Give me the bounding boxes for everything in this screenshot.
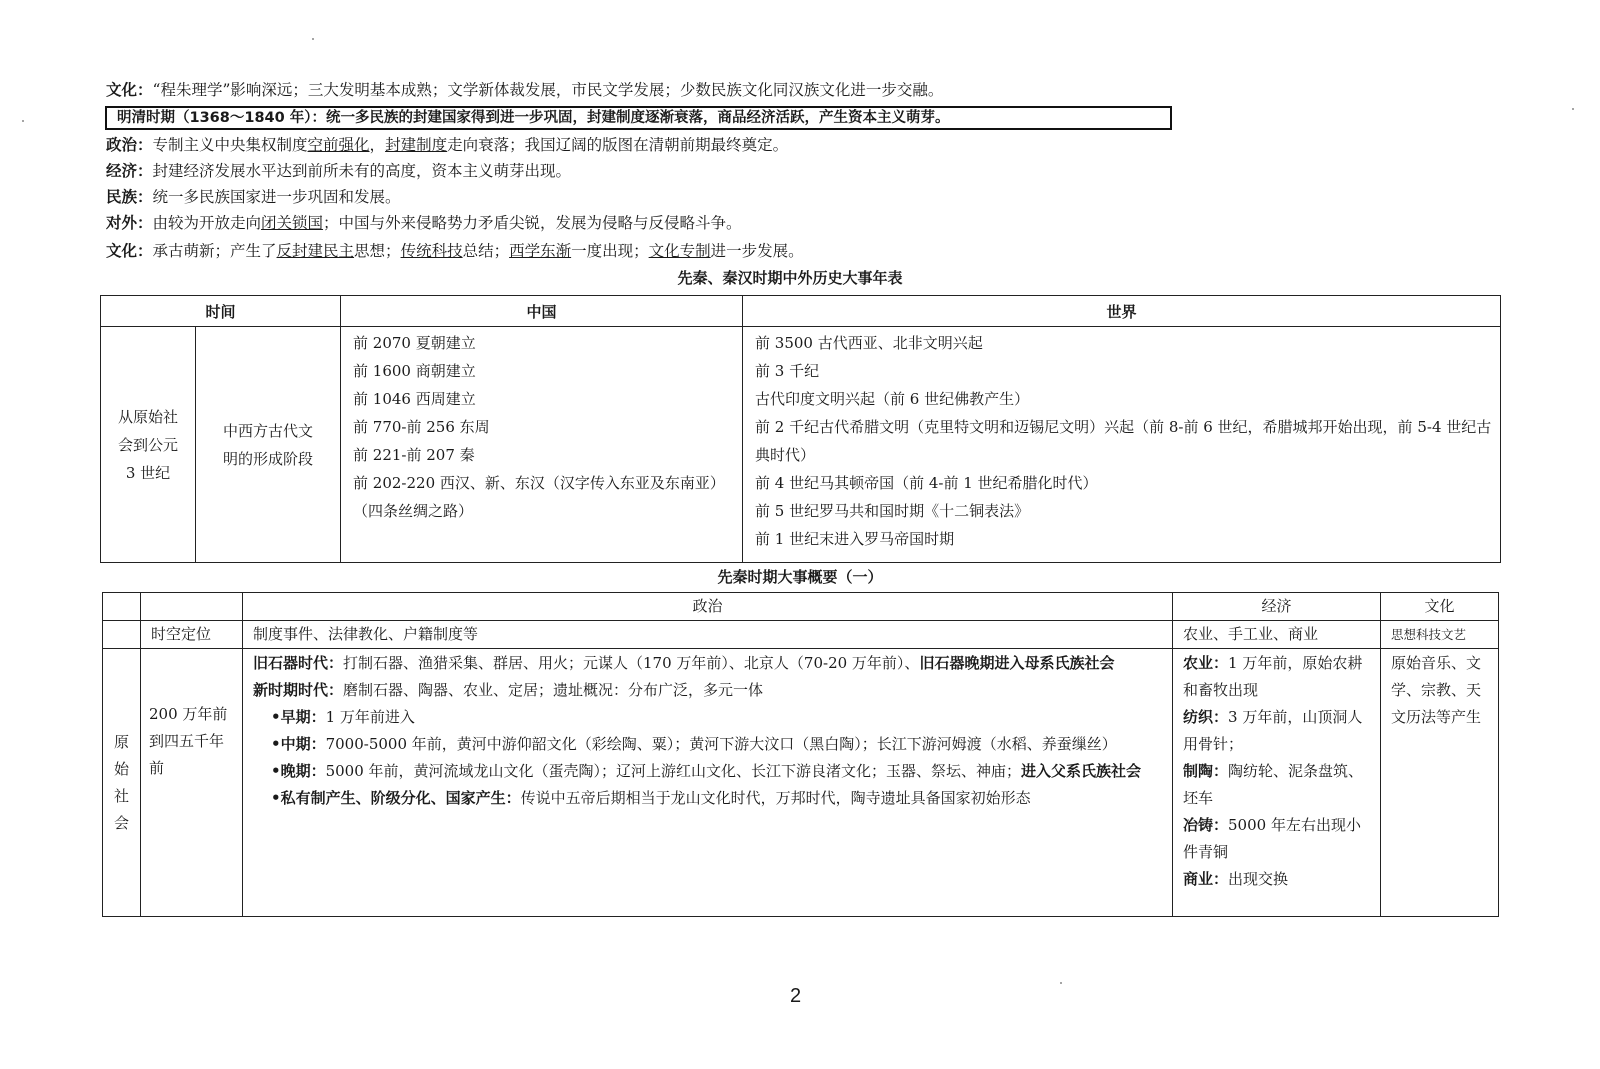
world-event: 前 3500 古代西亚、北非文明兴起: [755, 334, 983, 352]
table2-title: 先秦时期大事概要（一）: [717, 568, 883, 586]
period-line: 会到公元: [117, 435, 178, 454]
economy-entry: [1183, 704, 1372, 758]
culture-mq-label: 文化：: [106, 242, 153, 260]
corner-cell: [103, 593, 141, 621]
culture-mq-text-1: 承古萌新；产生了: [152, 242, 277, 260]
culture-mq-text-4: 一度出现；: [571, 242, 649, 260]
economy-entry: [1183, 650, 1372, 704]
corner-cell-3: [103, 621, 141, 649]
scan-speck: [22, 120, 24, 122]
chronology-body-row: [101, 327, 1501, 563]
politics-underlined-2: 封建制度: [385, 136, 448, 154]
stage-line: 中西方古代文: [223, 421, 314, 440]
time-cell: 200 万年前到四五千年前: [141, 649, 243, 917]
culture-mq-line: [106, 241, 804, 261]
page-number: 2: [790, 985, 802, 1007]
subheader-time: 时空定位: [141, 621, 243, 649]
late-label: •晚期：: [271, 762, 326, 780]
culture-mq-text-5: 进一步发展。: [710, 242, 804, 260]
period-cell: [101, 327, 196, 563]
subheader-culture: 思想科技文艺: [1381, 621, 1499, 649]
header-politics: 政治: [243, 593, 1173, 621]
early-text: 1 万年前进入: [325, 708, 415, 726]
scan-speck: [312, 38, 314, 40]
subheader-economy: 农业、手工业、商业: [1173, 621, 1381, 649]
economy-label: 经济：: [106, 162, 153, 180]
stage-line: 明的形成阶段: [223, 449, 314, 468]
table1-title: 先秦、秦汉时期中外历史大事年表: [677, 269, 903, 287]
late-entry: [253, 758, 1162, 785]
neolithic-entry: [253, 677, 1162, 704]
politics-underlined-1: 空前强化: [307, 136, 370, 154]
world-event: 前 4 世纪马其顿帝国（前 4-前 1 世纪希腊化时代）: [755, 474, 1098, 492]
chronology-table: [100, 295, 1501, 563]
pre-qin-summary-table: [102, 592, 1499, 917]
world-event: 前 3 千纪: [755, 362, 820, 380]
header-world: 世界: [743, 296, 1501, 327]
politics-text-3: 走向衰落；我国辽阔的版图在清朝前期最终奠定。: [447, 136, 789, 154]
era-cell: 原始社会: [103, 649, 141, 917]
paleolithic-text: 打制石器、渔猎采集、群居、用火；元谋人（170 万年前）、北京人（70-20 万年前）、: [343, 654, 920, 672]
nation-line: [106, 187, 401, 207]
china-events-cell: [341, 327, 743, 563]
culture-song-line: [106, 80, 943, 100]
nation-text: 统一多民族国家进一步巩固和发展。: [152, 188, 401, 206]
economy-text: 封建经济发展水平达到前所未有的高度，资本主义萌芽出现。: [152, 162, 572, 180]
paleolithic-label: 旧石器时代：: [253, 654, 344, 672]
paleolithic-bold-text: 旧石器晚期进入母系氏族社会: [919, 654, 1115, 672]
politics-detail-cell: [243, 649, 1173, 917]
subheader-politics: 制度事件、法律教化、户籍制度等: [243, 621, 1173, 649]
private-ownership-entry: [253, 785, 1162, 812]
header-time: 时间: [101, 296, 341, 327]
china-event: 前 2070 夏朝建立: [353, 334, 476, 352]
late-bold-text: 进入父系氏族社会: [1021, 762, 1142, 780]
private-ownership-text: 传说中五帝后期相当于龙山文化时代，万邦时代，陶寺遗址具备国家初始形态: [520, 789, 1031, 807]
late-text: 5000 年前，黄河流域龙山文化（蛋壳陶）；辽河上游红山文化、长江下游良渚文化；玉器、祭坛、神庙；: [325, 762, 1022, 780]
nation-label: 民族：: [106, 188, 153, 206]
world-events-cell: [743, 327, 1501, 563]
economy-entry-label: 冶铸：: [1183, 816, 1229, 834]
politics-label: 政治：: [106, 136, 153, 154]
early-label: •早期：: [271, 708, 326, 726]
foreign-line: [106, 213, 742, 233]
middle-entry: [253, 731, 1162, 758]
culture-detail-cell: 原始音乐、文学、宗教、天文历法等产生: [1381, 649, 1499, 917]
summary-header-row: [103, 593, 1499, 621]
economy-detail-cell: [1173, 649, 1381, 917]
china-event: 前 1046 西周建立: [353, 390, 476, 408]
middle-text: 7000-5000 年前，黄河中游仰韶文化（彩绘陶、粟）；黄河下游大汶口（黑白陶）；长江下游河姆渡（水稻、养蚕缫丝）: [325, 735, 1117, 753]
china-event: 前 202-220 西汉、新、东汉（汉字传入东亚及东南亚）（四条丝绸之路）: [353, 474, 725, 520]
china-event: 前 221-前 207 秦: [353, 446, 475, 464]
economy-entry-text: 陶纺轮、泥条盘筑、坯车: [1183, 762, 1364, 807]
foreign-text-2: ；中国与外来侵略势力矛盾尖锐，发展为侵略与反侵略斗争。: [323, 214, 742, 232]
neolithic-label: 新时期时代：: [253, 681, 344, 699]
primitive-society-row: [103, 649, 1499, 917]
economy-entry: [1183, 758, 1372, 812]
period-line: 从原始社: [117, 407, 178, 426]
culture-label: 文化：: [106, 81, 153, 99]
world-event: 前 1 世纪末进入罗马帝国时期: [755, 530, 955, 548]
world-event: 古代印度文明兴起（前 6 世纪佛教产生）: [755, 390, 1030, 408]
economy-entry-label: 商业：: [1183, 870, 1229, 888]
culture-song-text: “程朱理学”影响深远；三大发明基本成熟；文学新体裁发展，市民文学发展；少数民族文化同汉族文化进一步交融。: [152, 81, 944, 99]
header-culture: 文化: [1381, 593, 1499, 621]
economy-entry: [1183, 866, 1372, 893]
middle-label: •中期：: [271, 735, 326, 753]
header-china: 中国: [341, 296, 743, 327]
economy-line: [106, 161, 571, 181]
economy-entry-label: 农业：: [1183, 654, 1229, 672]
culture-mq-text-2: 思想；: [354, 242, 401, 260]
ming-qing-summary-box: [105, 106, 1172, 130]
scan-speck: [1060, 982, 1062, 984]
china-event: 前 770-前 256 东周: [353, 418, 490, 436]
economy-entry-text: 3 万年前，山顶洞人用骨针；: [1183, 708, 1363, 753]
economy-entry-text: 1 万年前，原始农耕和畜牧出现: [1183, 654, 1363, 699]
economy-entry-text: 出现交换: [1228, 870, 1289, 888]
paleolithic-entry: [253, 650, 1162, 677]
header-economy: 经济: [1173, 593, 1381, 621]
foreign-text-1: 由较为开放走向: [152, 214, 262, 232]
neolithic-text: 磨制石器、陶器、农业、定居；遗址概况：分布广泛，多元一体: [343, 681, 764, 699]
culture-mq-text-3: 总结；: [462, 242, 510, 260]
economy-entry-label: 制陶：: [1183, 762, 1229, 780]
economy-entry: [1183, 812, 1372, 866]
chronology-header-row: [101, 296, 1501, 327]
economy-entry-label: 纺织：: [1183, 708, 1229, 726]
culture-mq-underlined-3: 西学东渐: [509, 242, 572, 260]
china-event: 前 1600 商朝建立: [353, 362, 476, 380]
ming-qing-summary-text: 明清时期（1368～1840 年）：统一多民族的封建国家得到进一步巩固，封建制度逐渐衰落，商品经济活跃，产生资本主义萌芽。: [117, 110, 950, 126]
scan-speck: [1572, 108, 1574, 110]
early-entry: [253, 704, 1162, 731]
politics-text-2: ，: [369, 136, 386, 154]
culture-mq-underlined-1: 反封建民主: [276, 242, 355, 260]
politics-text-1: 专制主义中央集权制度: [152, 136, 308, 154]
stage-cell: [196, 327, 341, 563]
foreign-underlined: 闭关锁国: [261, 214, 324, 232]
summary-subheader-row: [103, 621, 1499, 649]
foreign-label: 对外：: [106, 214, 153, 232]
world-event: 前 5 世纪罗马共和国时期《十二铜表法》: [755, 502, 1030, 520]
world-event: 前 2 千纪古代希腊文明（克里特文明和迈锡尼文明）兴起（前 8-前 6 世纪，希腊城邦开始出现，前 5-4 世纪古典时代）: [755, 418, 1492, 464]
politics-line: [106, 135, 788, 155]
culture-mq-underlined-4: 文化专制: [648, 242, 711, 260]
culture-mq-underlined-2: 传统科技: [400, 242, 463, 260]
corner-cell-2: [141, 593, 243, 621]
economy-entry-text: 5000 年左右出现小件青铜: [1183, 816, 1361, 861]
private-ownership-label: •私有制产生、阶级分化、国家产生：: [271, 789, 521, 807]
period-line: 3 世纪: [125, 463, 171, 482]
